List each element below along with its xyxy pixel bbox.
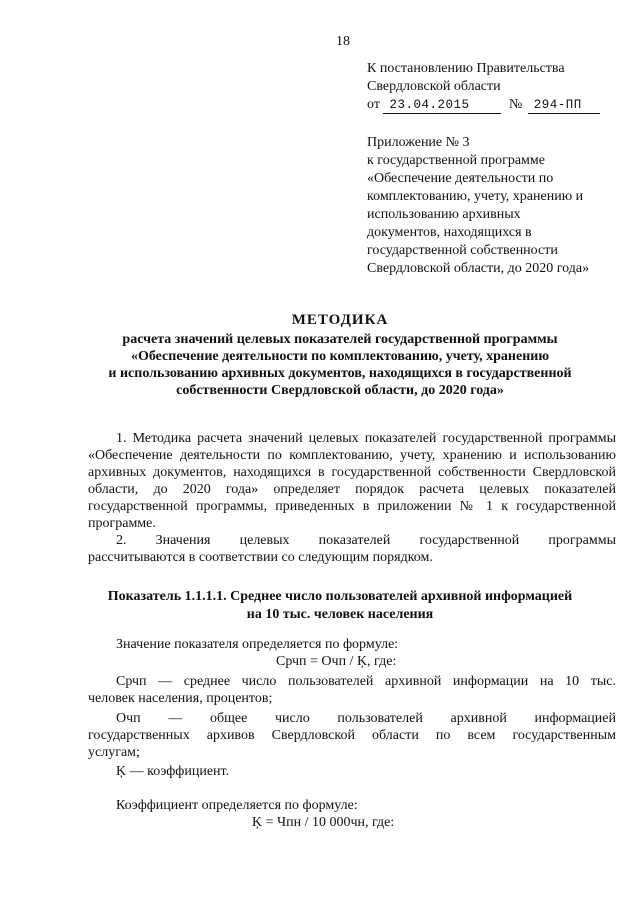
title-line-4: собственности Свердловской области, до 2020 года» xyxy=(176,383,504,398)
title-line-2: «Обеспечение деятельности по комплектованию, учету, хранению xyxy=(130,349,550,364)
appendix-line-6: документов, находящихся в xyxy=(367,225,532,240)
appendix-block xyxy=(367,134,632,278)
decree-date: 23.04.2015 xyxy=(383,98,501,114)
definition-1-line-1: Срчп — среднее число пользователей архивной информации на 10 тыс. xyxy=(116,674,616,689)
paragraph-2-line-1: 2. Значения целевых показателей государственной программы xyxy=(116,533,616,548)
header-block xyxy=(367,60,632,278)
number-sign: № xyxy=(508,97,523,112)
date-prefix: от xyxy=(367,97,380,112)
document-title xyxy=(60,312,620,399)
paragraph-2-line-2: рассчитываются в соответствии со следующим порядком. xyxy=(88,550,433,565)
header-line-2: Свердловской области xyxy=(367,79,501,94)
coefficient-formula: Ķ = Чпн / 10 000чн, где: xyxy=(252,815,395,830)
header-line-1: К постановлению Правительства xyxy=(367,61,565,76)
indicator-title xyxy=(60,588,620,624)
indicator-title-line-2: на 10 тыс. человек населения xyxy=(246,607,434,622)
decree-number: 294-ПП xyxy=(528,98,600,114)
title-line-1: расчета значений целевых показателей государственной программы xyxy=(122,332,558,347)
definition-2-line-1: Очп — общее число пользователей архивной информацией xyxy=(116,711,616,726)
title-line-3: и использованию архивных документов, находящихся в государственной xyxy=(108,366,572,381)
definition-3: Ķ — коэффициент. xyxy=(116,764,230,779)
definition-2-line-2: государственных архивов Свердловской области по всем государственным xyxy=(88,728,616,743)
appendix-line-1: Приложение № 3 xyxy=(367,135,470,150)
coefficient-intro: Коэффициент определяется по формуле: xyxy=(116,798,358,813)
appendix-line-5: использованию архивных xyxy=(367,207,521,222)
paragraph-1-text: 1. Методика расчета значений целевых показателей государственной программы «Обеспечение деятельности по комплектованию, учету, хранению и использованию архивных документов, находящихся в государственной собственности Свердловской области, до 2020 года» определяет порядок расчета целевых показателей государственной программы, приведенных в приложении № 1 к государственной программе. xyxy=(88,431,616,531)
appendix-line-8: Свердловской области, до 2020 года» xyxy=(367,261,590,276)
indicator-title-line-1: Показатель 1.1.1.1. Среднее число пользователей архивной информацией xyxy=(107,589,573,604)
decree-date-number xyxy=(367,96,632,114)
page-number: 18 xyxy=(336,34,350,49)
definition-2-line-3: услугам; xyxy=(88,745,140,760)
appendix-line-4: комплектованию, учету, хранению и xyxy=(367,189,584,204)
appendix-line-3: «Обеспечение деятельности по xyxy=(367,171,554,186)
formula: Срчп = Очп / Ķ, где: xyxy=(276,654,397,669)
appendix-line-2: к государственной программе xyxy=(367,153,545,168)
definition-1-line-2: человек населения, процентов; xyxy=(88,691,273,706)
formula-intro: Значение показателя определяется по формуле: xyxy=(116,637,399,652)
title-main: МЕТОДИКА xyxy=(291,312,389,328)
paragraph-1 xyxy=(88,430,616,532)
appendix-line-7: государственной собственности xyxy=(367,243,558,258)
